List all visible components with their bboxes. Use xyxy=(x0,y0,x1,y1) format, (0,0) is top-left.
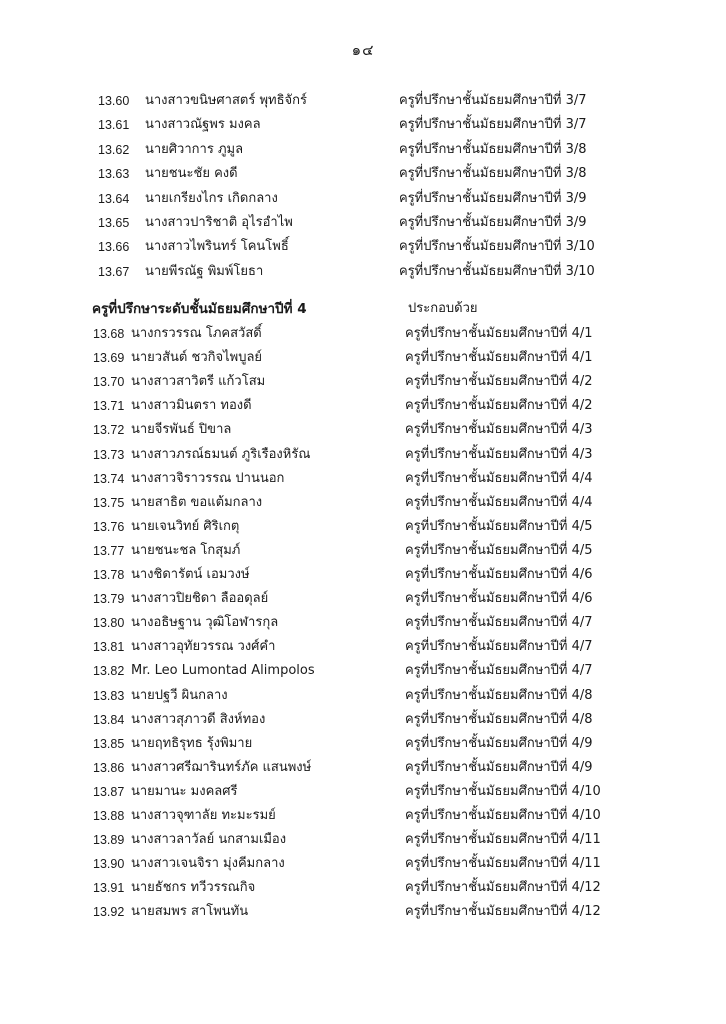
item-name: นางกรวรรณ โภคสวัสดิ์ xyxy=(131,326,262,341)
item-num: 13.70 xyxy=(93,375,125,390)
item-role: ครูที่ปรึกษาชั้นมัธยมศึกษาปีที่ 3/8 xyxy=(399,141,587,157)
list-item xyxy=(0,164,726,184)
item-name: นางสาวเจนจิรา มุ่งคีมกลาง xyxy=(131,856,285,872)
item-role: ครูที่ปรึกษาชั้นมัธยมศึกษาปีที่ 4/4 xyxy=(405,470,593,486)
item-name: นายปฐวี ผินกลาง xyxy=(131,687,228,703)
item-role: ครูที่ปรึกษาชั้นมัธยมศึกษาปีที่ 4/11 xyxy=(405,856,601,872)
item-role: ครูที่ปรึกษาชั้นมัธยมศึกษาปีที่ 4/8 xyxy=(405,687,593,703)
list-item xyxy=(0,189,726,209)
item-num: 13.66 xyxy=(98,240,130,255)
item-name: นางชิดารัตน์ เอมวงษ์ xyxy=(131,567,250,582)
list-item xyxy=(0,902,726,922)
item-name: นายศิวาการ ภูมูล xyxy=(145,141,244,157)
item-role: ครูที่ปรึกษาชั้นมัธยมศึกษาปีที่ 3/9 xyxy=(399,215,587,230)
item-num: 13.82 xyxy=(93,664,125,679)
item-num: 13.78 xyxy=(93,568,125,582)
item-role: ครูที่ปรึกษาชั้นมัธยมศึกษาปีที่ 4/1 xyxy=(405,326,593,341)
item-name: นางสาวภรณ์ธมนต์ ภูริเรืองหิรัณ xyxy=(131,446,311,462)
list-item xyxy=(0,115,726,135)
list-item xyxy=(0,140,726,160)
item-role: ครูที่ปรึกษาชั้นมัธยมศึกษาปีที่ 4/5 xyxy=(405,542,593,558)
item-num: 13.69 xyxy=(93,351,125,366)
list-item xyxy=(0,589,726,609)
item-role: ครูที่ปรึกษาชั้นมัธยมศึกษาปีที่ 4/10 xyxy=(405,808,601,823)
item-name: นางสาวอุทัยวรรณ วงศ์คำ xyxy=(131,639,276,655)
item-name: นายพีรณัฐ พิมพ์โยธา xyxy=(145,263,264,279)
item-role: ครูที่ปรึกษาชั้นมัธยมศึกษาปีที่ 3/7 xyxy=(399,93,587,108)
item-name: นางสาวสาวิตรี แก้วโสม xyxy=(131,374,266,390)
item-name: นางสาวศรีฌารินทร์ภัค แสนพงษ์ xyxy=(131,759,312,775)
list-item xyxy=(0,517,726,537)
item-role: ครูที่ปรึกษาชั้นมัธยมศึกษาปีที่ 3/10 xyxy=(399,263,595,279)
item-num: 13.67 xyxy=(98,264,130,279)
item-name: นางสาวปิยชิดา ลืออดุลย์ xyxy=(131,591,269,607)
list-item xyxy=(0,782,726,802)
item-name: นางสาวจุฑาลัย ทะมะรมย์ xyxy=(131,808,276,823)
item-num: 13.89 xyxy=(93,833,125,848)
section-heading: ครูที่ปรึกษาระดับชั้นมัธยมศึกษาปีที่ 4 xyxy=(92,301,307,317)
list-item xyxy=(0,262,726,282)
list-item xyxy=(0,661,726,681)
list-item xyxy=(0,710,726,730)
item-role: ครูที่ปรึกษาชั้นมัธยมศึกษาปีที่ 4/5 xyxy=(405,518,593,534)
list-item xyxy=(0,541,726,561)
item-role: ครูที่ปรึกษาชั้นมัธยมศึกษาปีที่ 3/9 xyxy=(399,190,587,206)
list-item xyxy=(0,686,726,706)
item-num: 13.71 xyxy=(93,399,125,414)
list-item xyxy=(0,565,726,585)
item-role: ครูที่ปรึกษาชั้นมัธยมศึกษาปีที่ 4/12 xyxy=(405,904,601,920)
list-item xyxy=(0,213,726,233)
section-consist-label: ประกอบด้วย xyxy=(408,301,478,316)
item-role: ครูที่ปรึกษาชั้นมัธยมศึกษาปีที่ 4/3 xyxy=(405,446,593,462)
item-num: 13.80 xyxy=(93,616,125,631)
item-num: 13.79 xyxy=(93,592,125,607)
item-name: นางสาวจิราวรรณ ปานนอก xyxy=(131,470,285,486)
item-role: ครูที่ปรึกษาชั้นมัธยมศึกษาปีที่ 4/6 xyxy=(405,591,593,607)
item-num: 13.74 xyxy=(93,471,125,486)
item-role: ครูที่ปรึกษาชั้นมัธยมศึกษาปีที่ 4/11 xyxy=(405,832,601,848)
item-role: ครูที่ปรึกษาชั้นมัธยมศึกษาปีที่ 4/2 xyxy=(405,398,593,414)
item-name: นายเกรียงไกร เกิดกลาง xyxy=(145,190,278,206)
item-name: นายมานะ มงคลศรี xyxy=(131,783,238,799)
item-name: นายชนะชล โกสุมภ์ xyxy=(131,542,241,558)
item-role: ครูที่ปรึกษาชั้นมัธยมศึกษาปีที่ 4/2 xyxy=(405,374,593,390)
item-role: ครูที่ปรึกษาชั้นมัธยมศึกษาปีที่ 4/4 xyxy=(405,494,593,510)
item-name: นางสาวขนิษศาสตร์ พุทธิจักร์ xyxy=(145,93,307,108)
item-name: นางอธิษฐาน วุฒิโอฬารกุล xyxy=(131,615,279,631)
item-role: ครูที่ปรึกษาชั้นมัธยมศึกษาปีที่ 4/9 xyxy=(405,759,593,775)
item-num: 13.83 xyxy=(93,688,125,703)
list-item xyxy=(0,806,726,826)
item-num: 13.65 xyxy=(98,216,130,230)
item-num: 13.92 xyxy=(93,905,125,920)
item-num: 13.73 xyxy=(93,447,125,462)
list-item xyxy=(0,493,726,513)
item-num: 13.90 xyxy=(93,857,125,872)
item-num: 13.84 xyxy=(93,712,125,727)
page-number: ๑๔ xyxy=(351,41,375,59)
item-num: 13.61 xyxy=(98,118,130,133)
item-num: 13.68 xyxy=(93,327,125,341)
item-num: 13.91 xyxy=(93,881,125,896)
list-item xyxy=(0,613,726,633)
item-name: นายฤทธิรุทธ รุ้งพิมาย xyxy=(131,735,253,751)
item-num: 13.64 xyxy=(98,191,130,206)
item-num: 13.86 xyxy=(93,760,125,775)
item-name: นางสาวณัฐพร มงคล xyxy=(145,117,261,133)
list-item xyxy=(0,445,726,465)
item-num: 13.63 xyxy=(98,167,130,182)
item-role: ครูที่ปรึกษาชั้นมัธยมศึกษาปีที่ 4/10 xyxy=(405,783,601,799)
item-name: Mr. Leo Lumontad Alimpolos xyxy=(131,663,315,679)
item-role: ครูที่ปรึกษาชั้นมัธยมศึกษาปีที่ 4/12 xyxy=(405,880,601,896)
item-num: 13.81 xyxy=(93,640,125,655)
item-num: 13.62 xyxy=(98,142,130,157)
item-name: นายสาธิต ขอแต้มกลาง xyxy=(131,494,263,510)
item-num: 13.60 xyxy=(98,94,130,108)
list-item xyxy=(0,758,726,778)
list-item xyxy=(0,854,726,874)
item-name: นางสาวปาริชาติ อุไรอำไพ xyxy=(145,215,293,230)
list-item xyxy=(0,396,726,416)
item-role: ครูที่ปรึกษาชั้นมัธยมศึกษาปีที่ 3/7 xyxy=(399,117,587,133)
item-name: นางสาวลาวัลย์ นกสามเมือง xyxy=(131,832,287,848)
item-role: ครูที่ปรึกษาชั้นมัธยมศึกษาปีที่ 4/8 xyxy=(405,711,593,727)
item-role: ครูที่ปรึกษาชั้นมัธยมศึกษาปีที่ 3/8 xyxy=(399,166,587,182)
item-role: ครูที่ปรึกษาชั้นมัธยมศึกษาปีที่ 4/9 xyxy=(405,735,593,751)
list-item xyxy=(0,878,726,898)
list-item xyxy=(0,637,726,657)
item-role: ครูที่ปรึกษาชั้นมัธยมศึกษาปีที่ 4/7 xyxy=(405,663,593,679)
item-num: 13.77 xyxy=(93,543,125,558)
item-name: นายวสันต์ ชวกิจไพบูลย์ xyxy=(131,350,263,366)
item-name: นายเจนวิทย์ ศิริเกตุ xyxy=(131,518,240,534)
item-name: นางสาวสุภาวดี สิงห์ทอง xyxy=(131,711,266,727)
item-num: 13.76 xyxy=(93,519,125,534)
list-item xyxy=(0,420,726,440)
list-item xyxy=(0,372,726,392)
item-num: 13.72 xyxy=(93,423,125,438)
list-item xyxy=(0,348,726,368)
item-name: นายจีรพันธ์ ปิขาล xyxy=(131,422,232,438)
item-role: ครูที่ปรึกษาชั้นมัธยมศึกษาปีที่ 4/7 xyxy=(405,639,593,655)
list-item xyxy=(0,324,726,344)
list-item xyxy=(0,237,726,257)
list-item xyxy=(0,734,726,754)
item-num: 13.85 xyxy=(93,736,125,751)
item-role: ครูที่ปรึกษาชั้นมัธยมศึกษาปีที่ 4/6 xyxy=(405,567,593,582)
item-role: ครูที่ปรึกษาชั้นมัธยมศึกษาปีที่ 3/10 xyxy=(399,239,595,255)
item-num: 13.75 xyxy=(93,495,125,510)
item-num: 13.88 xyxy=(93,809,125,823)
item-name: นายธัชกร ทวีวรรณกิจ xyxy=(131,880,256,896)
list-item xyxy=(0,469,726,489)
item-name: นายสมพร สาโพนทัน xyxy=(131,904,249,920)
item-role: ครูที่ปรึกษาชั้นมัธยมศึกษาปีที่ 4/1 xyxy=(405,350,593,366)
item-num: 13.87 xyxy=(93,784,125,799)
item-name: นางสาวไพรินทร์ โคนโพธิ์ xyxy=(145,239,289,255)
item-role: ครูที่ปรึกษาชั้นมัธยมศึกษาปีที่ 4/7 xyxy=(405,615,593,631)
list-item xyxy=(0,830,726,850)
item-name: นายชนะชัย คงดี xyxy=(145,166,238,182)
item-role: ครูที่ปรึกษาชั้นมัธยมศึกษาปีที่ 4/3 xyxy=(405,422,593,438)
item-name: นางสาวมินตรา ทองดี xyxy=(131,398,252,414)
list-item xyxy=(0,91,726,111)
